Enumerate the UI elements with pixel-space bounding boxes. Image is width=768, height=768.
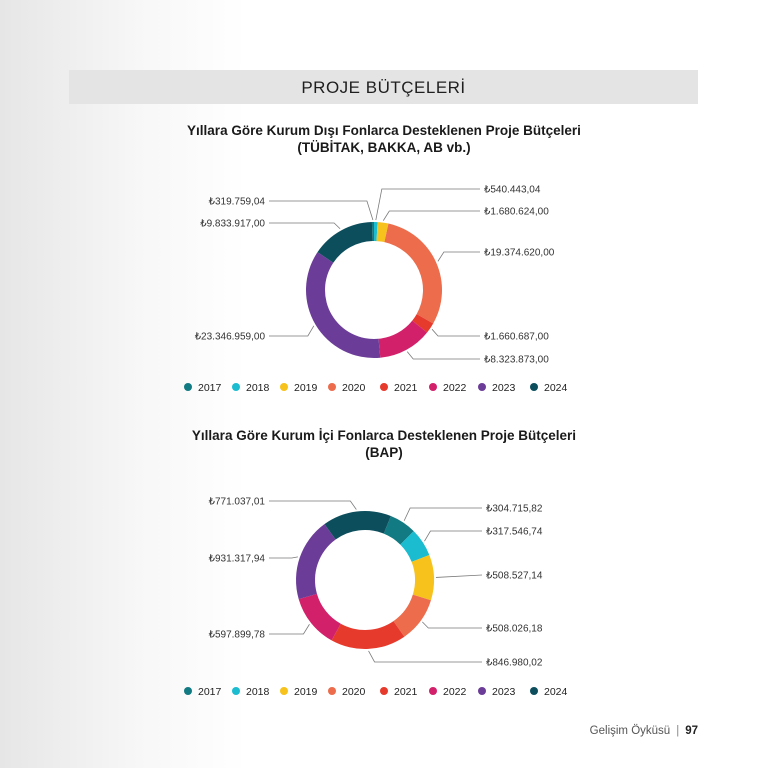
donut-segment-2022	[299, 594, 341, 641]
chart-2-title: Yıllara Göre Kurum İçi Fonlarca Desteklenen Proje Bütçeleri	[191, 428, 577, 443]
legend-label-2018: 2018	[246, 381, 270, 394]
legend-label-2019: 2019	[294, 685, 318, 698]
value-label-2021: ₺1.660.687,00	[484, 331, 549, 343]
chart-1-title: Yıllara Göre Kurum Dışı Fonlarca Desteklenen Proje Bütçeleri	[187, 123, 581, 138]
legend-label-2024: 2024	[544, 685, 568, 698]
page-footer	[590, 725, 698, 737]
leader-line-2022	[269, 624, 309, 634]
legend-label-2020: 2020	[342, 685, 366, 698]
legend-label-2024: 2024	[544, 381, 568, 394]
value-label-2017: ₺304.715,82	[486, 503, 543, 515]
footer-separator: |	[676, 725, 680, 737]
leader-line-2017	[404, 508, 482, 521]
legend-marker-2017	[184, 687, 192, 695]
legend-label-2021: 2021	[394, 685, 418, 698]
legend-marker-2024	[530, 687, 538, 695]
section-title: PROJE BÜTÇELERİ	[301, 78, 466, 97]
legend-label-2020: 2020	[342, 381, 366, 394]
legend-marker-2023	[478, 687, 486, 695]
legend-label-2022: 2022	[443, 685, 467, 698]
legend-marker-2020	[328, 687, 336, 695]
donut-segment-2024	[324, 511, 390, 540]
legend-label-2019: 2019	[294, 381, 318, 394]
value-label-2023: ₺23.346.959,00	[194, 331, 265, 343]
value-label-2020: ₺19.374.620,00	[484, 247, 555, 259]
footer-section-name: Gelişim Öyküsü	[589, 725, 671, 737]
legend-marker-2019	[280, 687, 288, 695]
value-label-2022: ₺597.899,78	[208, 629, 265, 641]
value-label-2023: ₺931.317,94	[208, 553, 265, 565]
legend-label-2017: 2017	[198, 685, 222, 698]
value-label-2018: ₺317.546,74	[486, 526, 543, 538]
legend-marker-2018	[232, 687, 240, 695]
leader-line-2023	[269, 557, 298, 558]
leader-line-2024	[269, 501, 356, 510]
leader-line-2019	[436, 575, 482, 577]
legend-label-2023: 2023	[492, 685, 516, 698]
donut-segment-2019	[412, 555, 434, 600]
chart-1-subtitle: (TÜBİTAK, BAKKA, AB vb.)	[297, 140, 471, 155]
legend-marker-2021	[380, 687, 388, 695]
value-label-2018: ₺540.443,04	[484, 184, 541, 196]
value-label-2017: ₺319.759,04	[208, 196, 265, 208]
value-label-2024: ₺771.037,01	[208, 496, 265, 508]
value-label-2019: ₺508.527,14	[486, 570, 543, 582]
value-label-2020: ₺508.026,18	[486, 623, 543, 635]
value-label-2019: ₺1.680.624,00	[484, 206, 549, 218]
value-label-2024: ₺9.833.917,00	[200, 218, 265, 230]
legend-label-2021: 2021	[394, 381, 418, 394]
legend-label-2017: 2017	[198, 381, 222, 394]
legend-marker-2022	[429, 687, 437, 695]
leader-line-2021	[369, 651, 482, 662]
legend-label-2022: 2022	[443, 381, 467, 394]
value-label-2021: ₺846.980,02	[486, 657, 543, 669]
value-label-2022: ₺8.323.873,00	[484, 354, 549, 366]
leader-line-2018	[424, 531, 482, 541]
donut-segment-2023	[296, 524, 336, 599]
chart-2-subtitle: (BAP)	[365, 445, 403, 460]
legend-label-2018: 2018	[246, 685, 270, 698]
donut-segment-2021	[332, 621, 405, 649]
leader-line-2020	[422, 622, 482, 628]
legend-label-2023: 2023	[492, 381, 516, 394]
page-number: 97	[685, 725, 698, 737]
